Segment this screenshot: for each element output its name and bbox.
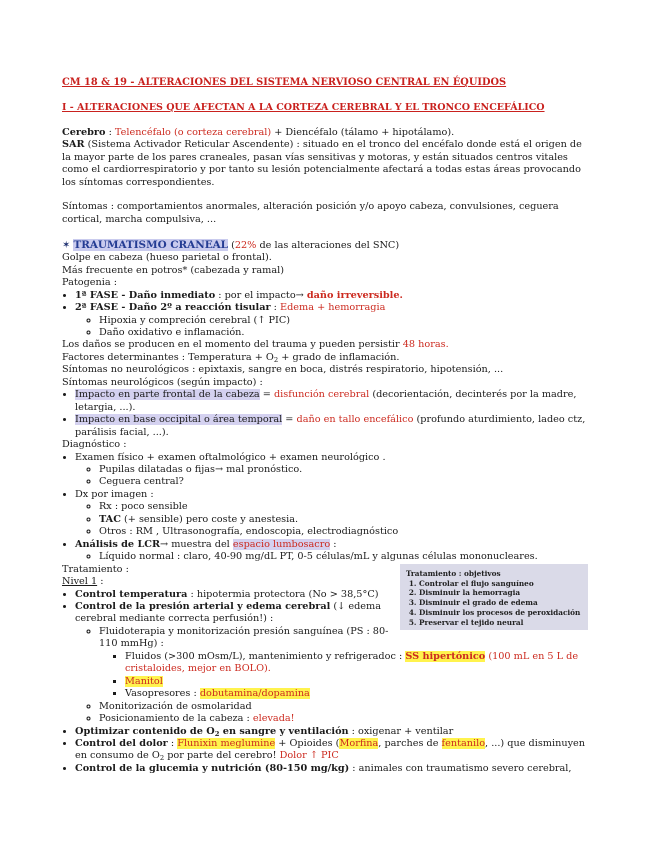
pain-text-5: por parte del cerebro! [164, 750, 280, 762]
pressure-title: Control de la presión arterial y edema cerebral [75, 600, 331, 612]
phase2-sublist [75, 315, 588, 340]
trauma-cause: Golpe en cabeza (hueso parietal o frontal). [62, 252, 272, 264]
pain-sep: : [167, 737, 178, 749]
vasopressor-item [125, 688, 588, 700]
imaging-text: Dx por imagen : [75, 488, 154, 500]
cerebro-definition [62, 127, 588, 139]
list-item: ◦ Ceguera central? [99, 476, 588, 488]
trauma-frequency: Más frecuente en potros* (cabezada y ramal) [62, 264, 285, 276]
exam-sublist [75, 464, 588, 489]
morphine: Morfina [339, 737, 379, 749]
telencephalon-term: Telencéfalo (o corteza cerebral) [114, 126, 272, 138]
glucose-text: : animales con traumatismo severo cerebral, [349, 762, 572, 774]
csf-text: → muestra del [160, 538, 233, 550]
list-item: ◦ Otros : RM , Ultrasonografía, endoscopia, electrodiagnóstico [99, 526, 588, 538]
fluidotherapy-sublist [99, 651, 588, 701]
objective-item: 3. Disminuir el grado de edema [419, 598, 582, 608]
csf-end: : [330, 538, 337, 550]
csf-sublist [75, 551, 588, 563]
pressure-sublist [75, 626, 588, 726]
occipital-equals: = [282, 414, 297, 426]
frontal-equals: = [259, 389, 274, 401]
section-title: I - ALTERACIONES QUE AFECTAN A LA CORTEZA CEREBRAL Y EL TRONCO ENCEFÁLICO [62, 101, 545, 113]
fluids-item [125, 651, 588, 676]
fluidotherapy-text: Fluidoterapia y monitorización presión sanguínea (PS : 80-110 mmHg) : [99, 625, 389, 650]
objective-item: 2. Disminuir la hemorragia [419, 588, 582, 598]
document-title: CM 18 & 19 - ALTERACIONES DEL SISTEMA NERVIOSO CENTRAL EN ÉQUIDOS [62, 77, 507, 88]
occipital-details: (profundo aturdimiento, ladeo ctz, parálisis facial, ...). [75, 414, 586, 438]
phase1-text: : por el impacto→ [215, 289, 307, 301]
fluidotherapy-item [99, 626, 588, 701]
imaging-item [75, 489, 588, 539]
diagnosis-label: Diagnóstico : [62, 439, 127, 451]
factors-subscript: 2 [273, 355, 279, 364]
pain-item [75, 738, 588, 763]
temperature-text: : hipotermia protectora (No > 38,5°C) [187, 588, 379, 600]
non-neuro-symptoms: Síntomas no neurológicos : epixtaxis, sangre en boca, distrés respiratorio, hipotensión, ... [62, 364, 504, 376]
persistence-text: Los daños se producen en el momento del trauma y pueden persistir [62, 339, 403, 351]
trauma-heading-line [62, 239, 588, 252]
oxygen-title-a: Optimizar contenido de O [75, 725, 215, 737]
trauma-percent: 22% [234, 239, 257, 251]
tac-label: TAC [99, 513, 121, 525]
vasopressor-drugs: dobutamina/dopamina [199, 688, 310, 700]
fluids-text: Fluidos (>300 mOsm/L), mantenimiento y refrigeradoc : [125, 650, 406, 662]
head-position-text: Posicionamiento de la cabeza : [99, 713, 253, 725]
objectives-list [406, 579, 582, 629]
objectives-title: Tratamiento : objetivos [406, 568, 501, 578]
csf-label: Análisis de LCR [75, 538, 161, 550]
occipital-impact: Impacto en base occipital o área temporal [75, 414, 283, 426]
imaging-sublist [75, 501, 588, 538]
damage-persistence [62, 339, 588, 351]
treatment-label: Tratamiento : [62, 563, 129, 575]
diagnosis-list [62, 452, 588, 564]
mannitol: Manitol [125, 675, 163, 687]
osmolarity-item: ◦ Monitorización de osmolaridad [99, 701, 588, 713]
pathogenesis-list [62, 290, 588, 340]
hypertonic-saline: SS hipertónico [405, 650, 486, 662]
oxygen-title-b: en sangre y ventilación [219, 725, 349, 737]
sar-label: SAR [62, 139, 85, 151]
trauma-percent-rest: de las alteraciones del SNC) [256, 239, 400, 251]
pain-text-2: + Opioides ( [275, 737, 340, 749]
phase2-outcome: Edema + hemorragia [280, 302, 386, 314]
neuro-symptoms-label: Síntomas neurológicos (según impacto) : [62, 376, 263, 388]
trauma-heading: TRAUMATISMO CRANEAL [73, 238, 228, 251]
objective-item: 4. Disminuir los procesos de peroxidación [419, 608, 582, 618]
list-item [99, 514, 588, 526]
phase2-item [75, 302, 588, 339]
star-icon: ✶ [62, 239, 71, 251]
phase1-title: 1ª FASE - Daño inmediato [75, 289, 216, 301]
neuro-symptoms-list [62, 389, 588, 439]
glucose-item [75, 763, 588, 775]
csf-item [75, 539, 588, 564]
oxygen-item [75, 726, 588, 738]
trauma-paren-open: ( [228, 239, 235, 251]
determining-factors [62, 352, 588, 364]
frontal-impact: Impacto en parte frontal de la cabeza [75, 389, 260, 401]
fentanyl: fentanilo [441, 737, 486, 749]
level-label: Nivel 1 [62, 576, 98, 588]
factors-text-b: + grado de inflamación. [278, 351, 400, 363]
mannitol-item [125, 676, 588, 688]
symptoms-paragraph: Síntomas : comportamientos anormales, alteración posición y/o apoyo cabeza, convulsiones, ceguera cortical, marcha compulsiva, ... [62, 201, 559, 225]
fluids-dose: (100 mL en 5 L de cristaloides, mejor en BOLO). [125, 650, 579, 675]
cerebro-separator: : [105, 126, 115, 138]
occipital-consequence: daño en tallo encefálico [296, 414, 414, 426]
list-item: ◦ Hipoxia y compreción cerebral (↑ PIC) [99, 315, 588, 327]
level-separator: : [97, 576, 104, 588]
phase1-item [75, 290, 588, 302]
sar-definition [62, 139, 588, 189]
list-item: ◦ Líquido normal : claro, 40-90 mg/dL PT, 0-5 células/mL y algunas células mononucleares. [99, 551, 588, 563]
head-position-item [99, 713, 588, 725]
frontal-consequence: disfunción cerebral [273, 389, 370, 401]
exam-item [75, 452, 588, 489]
pain-text-3: , parches de [378, 737, 442, 749]
phase1-outcome: daño irreversible. [306, 289, 403, 301]
objective-item: 5. Preservar el tejido neural [419, 618, 582, 628]
frontal-details: (decorientación, decinterés por la madre, letargia, ...). [75, 389, 577, 413]
exam-text: Examen físico + examen oftalmológico + examen neurológico . [75, 451, 386, 463]
sar-text: (Sistema Activador Reticular Ascendente) : situado en el tronco del encéfalo donde está el origen de la mayor parte de los pares craneales, pasan vías sensitivas y motoras, y están situados centros vitales como el cardiorrespiratorio y por tanto su lesión potencialmente afectará a todas estas áreas provocando los síntomas correspondientes. [62, 139, 582, 188]
phase2-title: 2ª FASE - Daño 2º a reacción tisular [75, 302, 271, 314]
persistence-hours: 48 horas. [402, 339, 449, 351]
pathogenesis-label: Patogenia : [62, 277, 117, 289]
flunixin: Flunixin meglumine [177, 737, 276, 749]
pressure-text: (↓ edema cerebral mediante correcta perfusión!) : [75, 600, 381, 625]
frontal-impact-item [75, 389, 588, 414]
list-item: ◦ Pupilas dilatadas o fijas→ mal pronóstico. [99, 464, 588, 476]
document-page [62, 77, 588, 775]
pain-pic: Dolor ↑ PIC [279, 750, 339, 762]
list-item: ◦ Daño oxidativo e inflamación. [99, 327, 588, 339]
temperature-title: Control temperatura [75, 588, 188, 600]
glucose-title: Control de la glucemia y nutrición (80-150 mg/kg) [75, 762, 350, 774]
csf-site: espacio lumbosacro [232, 538, 331, 550]
objective-item: 1. Controlar el flujo sanguíneo [419, 579, 582, 589]
pain-subscript: 2 [159, 754, 165, 763]
pain-text-4: , ...) que disminuyen en consumo de O [75, 737, 586, 762]
tac-text: (+ sensible) pero coste y anestesia. [120, 513, 299, 525]
cerebro-rest: + Diencéfalo (tálamo + hipotálamo). [271, 126, 455, 138]
cerebro-label: Cerebro [62, 126, 106, 138]
treatment-objectives-box [400, 564, 588, 630]
occipital-impact-item [75, 414, 588, 439]
oxygen-text: : oxigenar + ventilar [348, 725, 454, 737]
factors-text-a: Factores determinantes : Temperatura + O [62, 351, 274, 363]
head-position-value: elevada! [252, 713, 295, 725]
list-item: ◦ Rx : poco sensible [99, 501, 588, 513]
pain-title: Control del dolor [75, 737, 168, 749]
phase2-text: : [270, 302, 281, 314]
vasopressor-text: Vasopresores : [125, 688, 200, 700]
oxygen-subscript: 2 [214, 729, 220, 738]
